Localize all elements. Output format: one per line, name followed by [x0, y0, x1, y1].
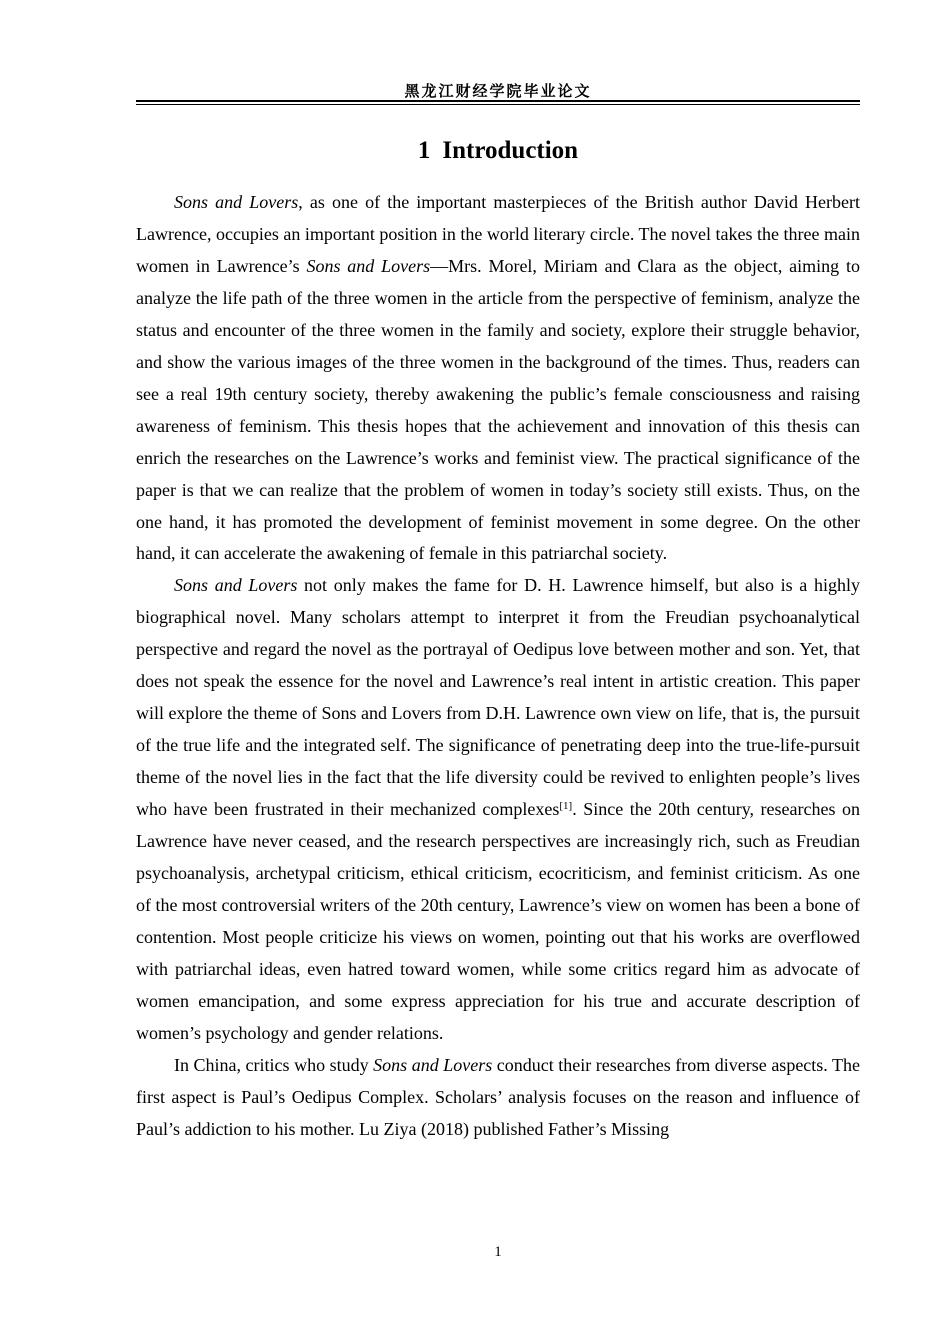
body-text	[136, 187, 860, 1146]
chapter-number: 1	[417, 137, 431, 164]
paragraph-text: . Since the 20th century, researches on Lawrence have never ceased, and the research perspectives are increasingly rich, such as Freudian psychoanalysis, archetypal criticism, ethical criticism, ecocriticism, and feminist criticism. As one of the most controversial writers of the 20th century, Lawrence’s view on women has been a bone of contention. Most people criticize his views on women, pointing out that his works are overflowed with patriarchal ideas, even hatred toward women, while some critics regard him as advocate of women emancipation, and some express appreciation for his true and accurate description of women’s psychology and gender relations.	[136, 799, 860, 1043]
page-number: 1	[494, 1244, 502, 1260]
book-title: Sons and Lovers	[174, 575, 298, 596]
paragraph-text: , as one of the important masterpieces of the British author David Herbert Lawrence, occupies an important position in the world literary circle. The novel takes the three main women in Lawrence’s	[136, 192, 860, 276]
paragraph-text: not only makes the fame for D. H. Lawrence himself, but also is a highly biographical novel. Many scholars attempt to interpret it from the Freudian psychoanalytical perspective and regard the novel as the portrayal of Oedipus love between mother and son. Yet, that does not speak the essence for the novel and Lawrence’s real intent in artistic creation. This paper will explore the theme of Sons and Lovers from D.H. Lawrence own view on life, that is, the pursuit of the true life and the integrated self. The significance of penetrating deep into the true-life-pursuit theme of the novel lies in the fact that the life diversity could be revived to enlighten people’s lives who have been frustrated in their mechanized complexes	[136, 575, 860, 820]
paragraph-text: —Mrs. Morel, Miriam and Clara as the object, aiming to analyze the life path of the three women in the article from the perspective of feminism, analyze the status and encounter of the three women in the family and society, explore their struggle behavior, and show the various images of the three women in the background of the times. Thus, readers can see a real 19th century society, thereby awakening the public’s female consciousness and raising awareness of feminism. This thesis hopes that the achievement and innovation of this thesis can enrich the researches on the Lawrence’s works and feminist view. The practical significance of the paper is that we can realize that the problem of women in today’s society still exists. Thus, on the one hand, it has promoted the development of feminist movement in some degree. On the other hand, it can accelerate the awakening of female in this patriarchal society.	[136, 255, 860, 564]
paragraph-text: In China, critics who study	[174, 1054, 374, 1075]
paragraph-text: conduct their researches from diverse aspects. The first aspect is Paul’s Oedipus Complex. Scholars’ analysis focuses on the reason and influence of Paul’s addiction to his mother. Lu Ziya (2018) published Father’s Missing	[136, 1054, 860, 1139]
citation-marker: [1]	[559, 800, 573, 813]
book-title: Sons and Lovers	[174, 192, 299, 212]
paragraph-1	[136, 187, 860, 570]
paragraph-3	[136, 1050, 860, 1146]
book-title: Sons and Lovers	[373, 1054, 493, 1075]
paragraph-2	[136, 570, 860, 1049]
header-rule-thick	[136, 100, 860, 102]
header-rule-thin	[136, 104, 860, 105]
chapter-title-text: Introduction	[442, 137, 579, 164]
running-header: 黑龙江财经学院毕业论文	[404, 82, 592, 100]
chapter-heading	[136, 134, 860, 168]
book-title: Sons and Lovers	[306, 255, 431, 276]
